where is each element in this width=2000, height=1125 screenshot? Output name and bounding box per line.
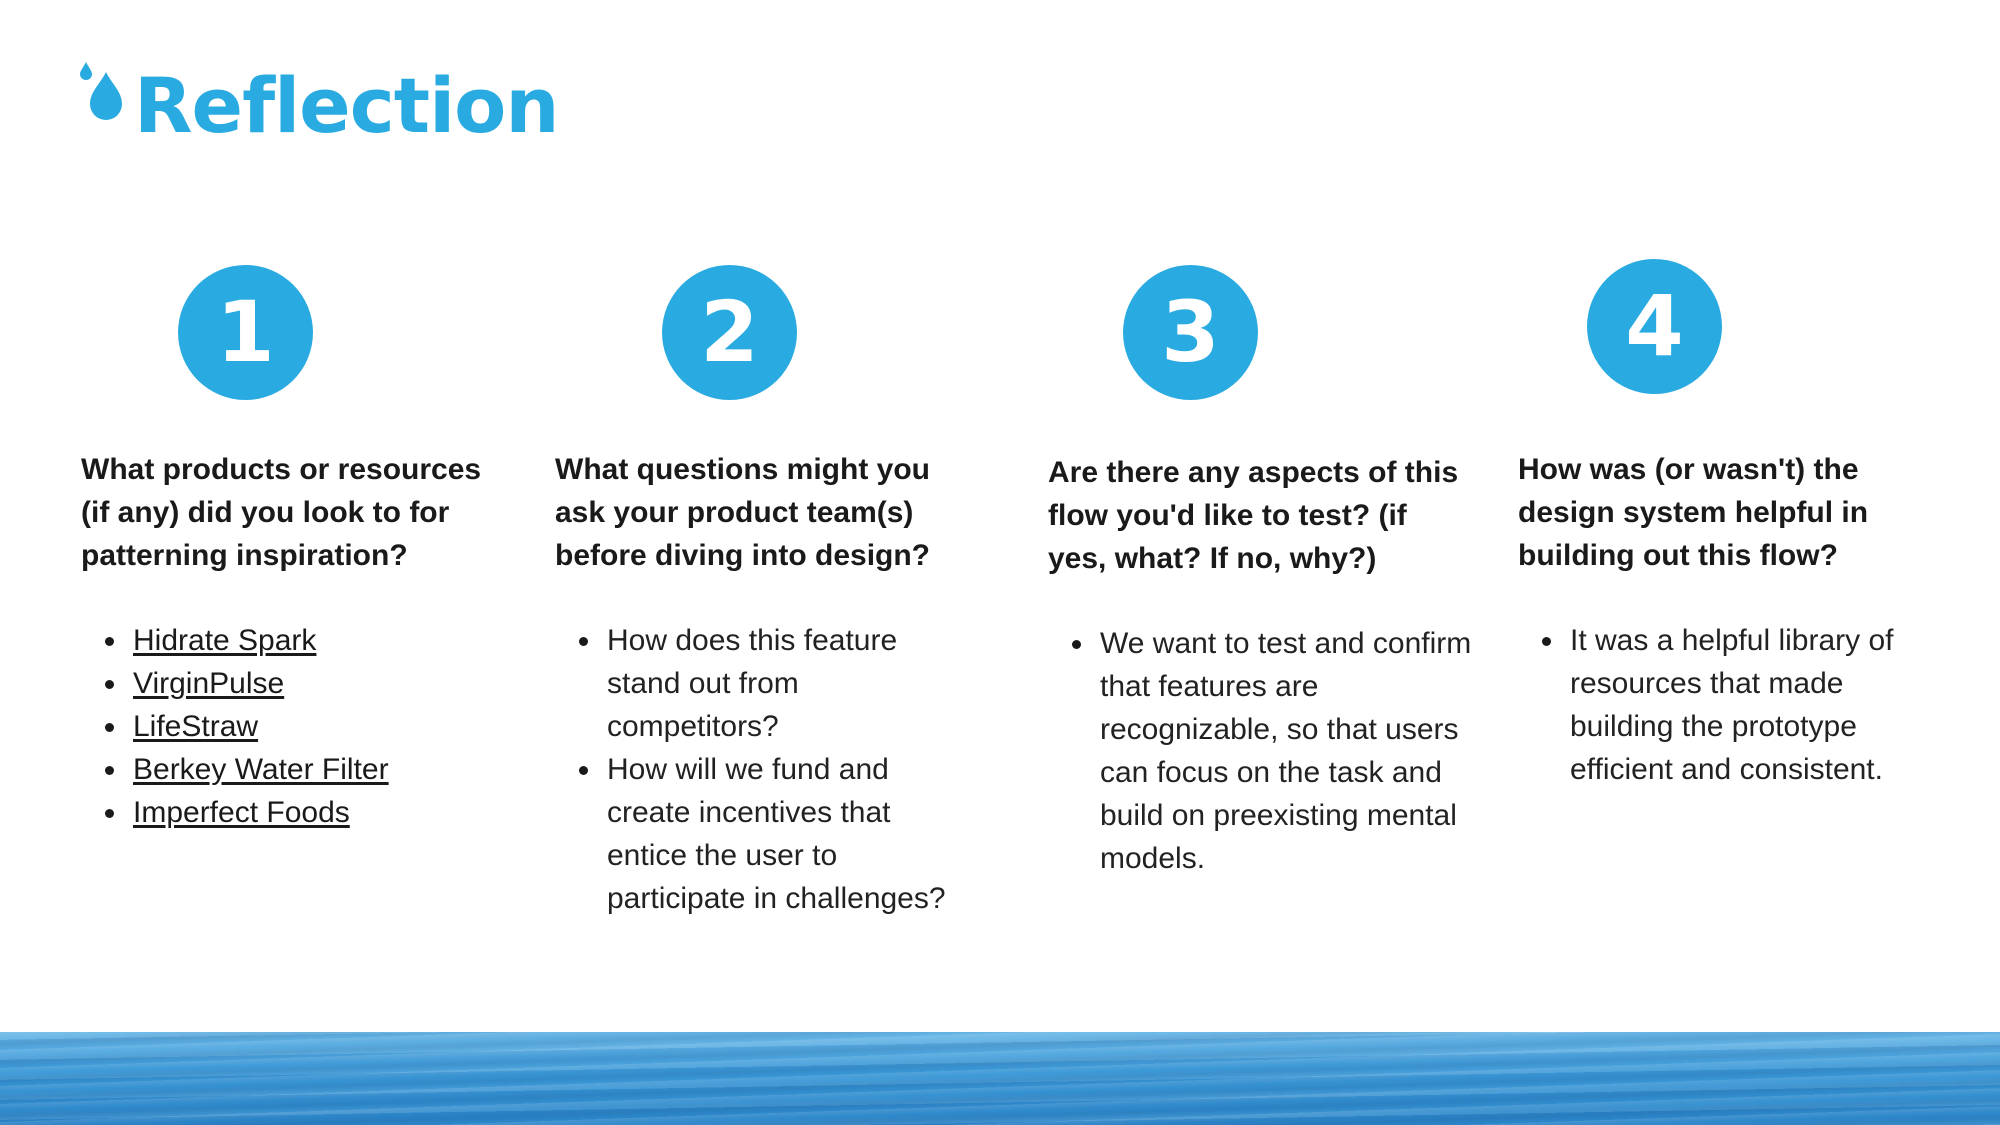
question-4: How was (or wasn't) the design system helpful in building out this flow? [1518, 453, 1869, 572]
question-2: What questions might you ask your product team(s) before diving into design? [555, 453, 930, 572]
list-item [81, 662, 501, 705]
page-title: Reflection [134, 61, 559, 150]
link-imperfect-foods[interactable]: Imperfect Foods [133, 796, 350, 829]
list-item [81, 705, 501, 748]
answer-list-3 [1048, 622, 1478, 880]
step-number-3: 3 [1123, 265, 1258, 400]
link-lifestraw[interactable]: LifeStraw [133, 710, 259, 743]
list-item: It was a helpful library of resources that made building the prototype efficient and consistent. [1518, 619, 1928, 791]
list-item [81, 619, 501, 662]
question-1: What products or resources (if any) did you look to for patterning inspiration? [81, 453, 482, 572]
list-item: How does this feature stand out from competitors? [555, 619, 975, 748]
answer-list-2 [555, 619, 975, 920]
step-number-4: 4 [1587, 259, 1722, 394]
list-item: How will we fund and create incentives that entice the user to participate in challenges? [555, 748, 975, 920]
list-item: We want to test and confirm that features are recognizable, so that users can focus on the task and build on preexisting mental models. [1048, 622, 1478, 880]
link-hidrate-spark[interactable]: Hidrate Spark [133, 624, 317, 657]
list-item [81, 748, 501, 791]
link-virginpulse[interactable]: VirginPulse [133, 667, 285, 700]
list-item [81, 791, 501, 834]
question-3: Are there any aspects of this flow you'd like to test? (if yes, what? If no, why?) [1048, 456, 1459, 575]
answer-list-1 [81, 619, 501, 834]
step-number-1: 1 [178, 265, 313, 400]
water-drops-icon [76, 58, 128, 128]
answer-list-4 [1518, 619, 1928, 791]
link-berkey-water-filter[interactable]: Berkey Water Filter [133, 753, 389, 786]
ocean-water-image [0, 1032, 2000, 1125]
step-number-2: 2 [662, 265, 797, 400]
